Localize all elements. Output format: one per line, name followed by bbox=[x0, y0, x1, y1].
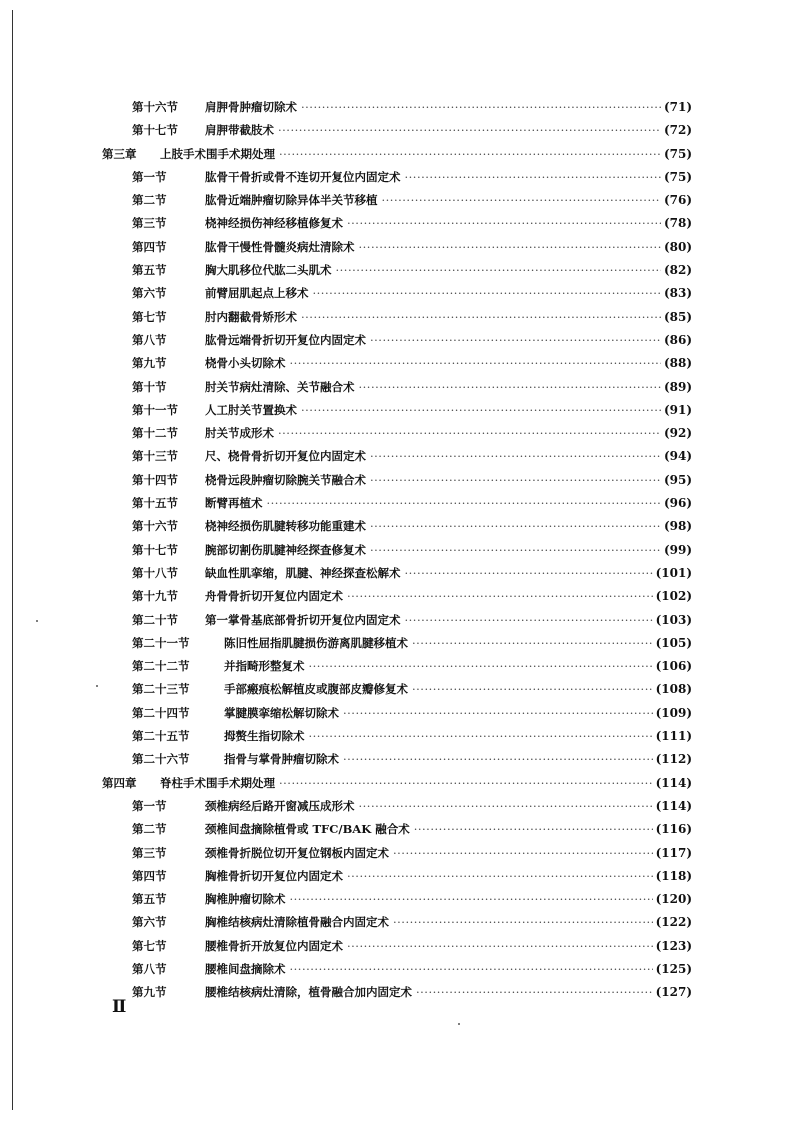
toc-entry-title: 缺血性肌挛缩，肌腱、神经探查松解术 bbox=[205, 565, 401, 580]
toc-dot-leader bbox=[336, 259, 661, 282]
toc-entry-page: (123) bbox=[655, 938, 692, 953]
toc-section-entry bbox=[102, 469, 692, 492]
toc-entry-label: 第十节 bbox=[132, 379, 167, 394]
toc-dot-leader bbox=[343, 748, 653, 771]
toc-entry-label: 第十四节 bbox=[132, 472, 178, 487]
toc-entry-page: (102) bbox=[655, 589, 692, 604]
toc-entry-label: 第一节 bbox=[132, 798, 167, 813]
toc-entry-label: 第六节 bbox=[132, 915, 167, 930]
toc-entry-page: (82) bbox=[663, 263, 692, 278]
toc-entry-label: 第二十五节 bbox=[132, 729, 190, 744]
toc-entry-title: 胸椎结核病灶清除植骨融合内固定术 bbox=[205, 915, 389, 930]
toc-section-entry bbox=[102, 189, 692, 212]
toc-entry-page: (71) bbox=[663, 100, 692, 114]
toc-dot-leader bbox=[412, 678, 653, 701]
toc-entry-page: (76) bbox=[663, 193, 692, 208]
toc-entry-label: 第七节 bbox=[132, 309, 167, 324]
toc-entry-label: 第三章 bbox=[102, 146, 137, 161]
toc-entry-title: 舟骨骨折切开复位内固定术 bbox=[205, 589, 343, 604]
toc-entry-title: 胸椎骨折切开复位内固定术 bbox=[205, 868, 343, 883]
toc-entry-title: 断臂再植术 bbox=[205, 496, 263, 511]
toc-dot-leader bbox=[278, 119, 661, 142]
toc-section-entry bbox=[102, 655, 692, 678]
toc-entry-page: (125) bbox=[655, 961, 692, 976]
toc-dot-leader bbox=[382, 189, 661, 212]
toc-entry-page: (114) bbox=[655, 798, 692, 813]
toc-entry-title: 前臂屈肌起点上移术 bbox=[205, 286, 309, 301]
toc-entry-title: 陈旧性屈指肌腱损伤游离肌腱移植术 bbox=[224, 635, 408, 650]
toc-entry-page: (127) bbox=[655, 985, 692, 1000]
toc-dot-leader bbox=[359, 236, 661, 259]
toc-section-entry bbox=[102, 911, 692, 934]
toc-dot-leader bbox=[347, 585, 653, 608]
toc-entry-title: 腰椎间盘摘除术 bbox=[205, 961, 286, 976]
toc-dot-leader bbox=[414, 818, 653, 841]
toc-entry-label: 第二节 bbox=[132, 822, 167, 837]
toc-section-entry bbox=[102, 842, 692, 865]
toc-entry-title: 桡神经损伤肌腱转移功能重建术 bbox=[205, 519, 366, 534]
toc-entry-page: (88) bbox=[663, 356, 692, 371]
toc-entry-page: (80) bbox=[663, 239, 692, 254]
toc-entry-page: (116) bbox=[655, 822, 692, 837]
toc-entry-title: 桡骨远段肿瘤切除腕关节融合术 bbox=[205, 472, 366, 487]
toc-entry-page: (99) bbox=[663, 542, 692, 557]
toc-entry-page: (75) bbox=[663, 146, 692, 161]
toc-entry-title: 掌腱膜挛缩松解切除术 bbox=[224, 705, 339, 720]
page-number-roman: Ⅱ bbox=[112, 997, 127, 1017]
toc-section-entry bbox=[102, 539, 692, 562]
toc-entry-page: (95) bbox=[663, 472, 692, 487]
toc-entry-page: (103) bbox=[655, 612, 692, 627]
toc-dot-leader bbox=[370, 445, 661, 468]
toc-entry-label: 第四节 bbox=[132, 868, 167, 883]
toc-entry-page: (92) bbox=[663, 426, 692, 441]
toc-entry-label: 第十五节 bbox=[132, 496, 178, 511]
toc-entry-page: (72) bbox=[663, 123, 692, 138]
toc-dot-leader bbox=[301, 306, 661, 329]
toc-section-entry bbox=[102, 96, 692, 119]
toc-entry-label: 第十一节 bbox=[132, 402, 178, 417]
toc-entry-label: 第七节 bbox=[132, 938, 167, 953]
toc-entry-label: 第十三节 bbox=[132, 449, 178, 464]
toc-entry-label: 第十七节 bbox=[132, 542, 178, 557]
toc-dot-leader bbox=[290, 958, 653, 981]
toc-entry-page: (117) bbox=[655, 845, 692, 860]
toc-section-entry bbox=[102, 725, 692, 748]
toc-dot-leader bbox=[405, 166, 661, 189]
toc-entry-title: 肩胛骨肿瘤切除术 bbox=[205, 100, 297, 114]
toc-entry-label: 第三节 bbox=[132, 216, 167, 231]
toc-entry-title: 肱骨干骨折或骨不连切开复位内固定术 bbox=[205, 169, 401, 184]
toc-entry-page: (114) bbox=[655, 775, 692, 790]
toc-entry-title: 桡骨小头切除术 bbox=[205, 356, 286, 371]
toc-entry-page: (106) bbox=[655, 659, 692, 674]
toc-dot-leader bbox=[347, 935, 653, 958]
toc-section-entry bbox=[102, 352, 692, 375]
toc-dot-leader bbox=[370, 539, 661, 562]
toc-section-entry bbox=[102, 818, 692, 841]
toc-entry-page: (120) bbox=[655, 892, 692, 907]
toc-chapter-entry bbox=[102, 772, 692, 795]
toc-section-entry bbox=[102, 958, 692, 981]
toc-dot-leader bbox=[359, 795, 653, 818]
toc-entry-page: (83) bbox=[663, 286, 692, 301]
toc-entry-title: 腰椎结核病灶清除，植骨融合加内固定术 bbox=[205, 985, 412, 1000]
scan-speck bbox=[458, 1023, 460, 1025]
toc-dot-leader bbox=[309, 725, 653, 748]
toc-entry-label: 第二节 bbox=[132, 193, 167, 208]
toc-entry-label: 第十六节 bbox=[132, 519, 178, 534]
toc-entry-page: (75) bbox=[663, 169, 692, 184]
toc-entry-page: (94) bbox=[663, 449, 692, 464]
toc-entry-label: 第六节 bbox=[132, 286, 167, 301]
toc-entry-label: 第二十二节 bbox=[132, 659, 190, 674]
toc-entry-label: 第一节 bbox=[132, 169, 167, 184]
toc-entry-label: 第五节 bbox=[132, 892, 167, 907]
toc-section-entry bbox=[102, 748, 692, 771]
toc-entry-label: 第二十六节 bbox=[132, 752, 190, 767]
toc-entry-page: (98) bbox=[663, 519, 692, 534]
toc-entry-title: 指骨与掌骨肿瘤切除术 bbox=[224, 752, 339, 767]
toc-entry-page: (78) bbox=[663, 216, 692, 231]
toc-dot-leader bbox=[370, 469, 661, 492]
toc-entry-label: 第二十四节 bbox=[132, 705, 190, 720]
toc-section-entry bbox=[102, 236, 692, 259]
toc-section-entry bbox=[102, 865, 692, 888]
toc-entry-page: (118) bbox=[655, 868, 692, 883]
toc-entry-label: 第二十三节 bbox=[132, 682, 190, 697]
toc-section-entry bbox=[102, 259, 692, 282]
toc-section-entry bbox=[102, 515, 692, 538]
toc-dot-leader bbox=[405, 609, 653, 632]
toc-entry-label: 第二十一节 bbox=[132, 635, 190, 650]
toc-entry-title: 桡神经损伤神经移植修复术 bbox=[205, 216, 343, 231]
toc-section-entry bbox=[102, 445, 692, 468]
toc-entry-title: 胸椎肿瘤切除术 bbox=[205, 892, 286, 907]
toc-entry-title: 胸大肌移位代肱二头肌术 bbox=[205, 263, 332, 278]
toc-section-entry bbox=[102, 562, 692, 585]
toc-entry-title: 人工肘关节置换术 bbox=[205, 402, 297, 417]
toc-entry-label: 第九节 bbox=[132, 985, 167, 1000]
toc-section-entry bbox=[102, 212, 692, 235]
toc-dot-leader bbox=[370, 515, 661, 538]
toc-entry-label: 第二十节 bbox=[132, 612, 178, 627]
toc-entry-page: (111) bbox=[655, 729, 692, 744]
toc-entry-page: (122) bbox=[655, 915, 692, 930]
toc-chapter-entry bbox=[102, 143, 692, 166]
toc-entry-page: (108) bbox=[655, 682, 692, 697]
toc-section-entry bbox=[102, 678, 692, 701]
toc-section-entry bbox=[102, 306, 692, 329]
toc-dot-leader bbox=[416, 981, 653, 1004]
toc-entry-label: 第五节 bbox=[132, 263, 167, 278]
toc-section-entry bbox=[102, 888, 692, 911]
toc-entry-label: 第十六节 bbox=[132, 100, 178, 114]
scan-speck bbox=[96, 685, 98, 687]
toc-section-entry bbox=[102, 981, 692, 1004]
toc-section-entry bbox=[102, 632, 692, 655]
toc-dot-leader bbox=[301, 399, 661, 422]
toc-section-entry bbox=[102, 492, 692, 515]
toc-entry-title: 腕部切割伤肌腱神经探查修复术 bbox=[205, 542, 366, 557]
toc-entry-title: 第一掌骨基底部骨折切开复位内固定术 bbox=[205, 612, 401, 627]
toc-entry-label: 第九节 bbox=[132, 356, 167, 371]
toc-entry-title: 肱骨干慢性骨髓炎病灶清除术 bbox=[205, 239, 355, 254]
toc-entry-page: (89) bbox=[663, 379, 692, 394]
toc-dot-leader bbox=[412, 632, 653, 655]
toc-entry-page: (91) bbox=[663, 402, 692, 417]
toc-entry-title: 肘关节病灶清除、关节融合术 bbox=[205, 379, 355, 394]
toc-entry-label: 第十九节 bbox=[132, 589, 178, 604]
toc-dot-leader bbox=[278, 422, 661, 445]
toc-section-entry bbox=[102, 119, 692, 142]
toc-dot-leader bbox=[347, 865, 653, 888]
toc-entry-label: 第四章 bbox=[102, 775, 137, 790]
toc-section-entry bbox=[102, 795, 692, 818]
toc-dot-leader bbox=[290, 888, 653, 911]
toc-section-entry bbox=[102, 329, 692, 352]
toc-dot-leader bbox=[393, 842, 653, 865]
toc-entry-label: 第三节 bbox=[132, 845, 167, 860]
toc-section-entry bbox=[102, 422, 692, 445]
toc-dot-leader bbox=[343, 702, 653, 725]
toc-dot-leader bbox=[279, 143, 661, 166]
toc-entry-title: 尺、桡骨骨折切开复位内固定术 bbox=[205, 449, 366, 464]
toc-entry-title: 肱骨远端骨折切开复位内固定术 bbox=[205, 332, 366, 347]
toc-section-entry bbox=[102, 935, 692, 958]
toc-section-entry bbox=[102, 399, 692, 422]
toc-entry-title: 脊柱手术围手术期处理 bbox=[160, 775, 275, 790]
toc-dot-leader bbox=[405, 562, 653, 585]
toc-entry-title: 颈椎骨折脱位切开复位钢板内固定术 bbox=[205, 845, 389, 860]
toc-entry-title: 上肢手术围手术期处理 bbox=[160, 146, 275, 161]
toc-entry-title: 肘关节成形术 bbox=[205, 426, 274, 441]
toc-entry-page: (105) bbox=[655, 635, 692, 650]
toc-entry-title: 颈椎病经后路开窗减压成形术 bbox=[205, 798, 355, 813]
toc-entry-page: (101) bbox=[655, 565, 692, 580]
toc-dot-leader bbox=[370, 329, 661, 352]
toc-section-entry bbox=[102, 585, 692, 608]
toc-dot-leader bbox=[279, 772, 653, 795]
toc-section-entry bbox=[102, 282, 692, 305]
toc-entry-title: 肱骨近端肿瘤切除异体半关节移植 bbox=[205, 193, 378, 208]
toc-entry-label: 第十七节 bbox=[132, 123, 178, 138]
toc-dot-leader bbox=[309, 655, 653, 678]
page-binding-line bbox=[12, 10, 13, 1110]
scan-speck bbox=[36, 620, 38, 622]
toc-dot-leader bbox=[267, 492, 661, 515]
toc-entry-label: 第四节 bbox=[132, 239, 167, 254]
toc-entry-title: 并指畸形整复术 bbox=[224, 659, 305, 674]
toc-entry-page: (96) bbox=[663, 496, 692, 511]
table-of-contents bbox=[102, 96, 692, 1005]
toc-entry-title: 手部瘢痕松解植皮或腹部皮瓣修复术 bbox=[224, 682, 408, 697]
toc-dot-leader bbox=[313, 282, 661, 305]
toc-entry-label: 第八节 bbox=[132, 332, 167, 347]
toc-entry-title: 腰椎骨折开放复位内固定术 bbox=[205, 938, 343, 953]
toc-entry-title: 颈椎间盘摘除植骨或 TFC/BAK 融合术 bbox=[205, 822, 410, 837]
toc-entry-page: (112) bbox=[655, 752, 692, 767]
toc-section-entry bbox=[102, 166, 692, 189]
toc-entry-page: (86) bbox=[663, 332, 692, 347]
toc-section-entry bbox=[102, 376, 692, 399]
toc-entry-title: 肩胛带截肢术 bbox=[205, 123, 274, 138]
toc-entry-label: 第十二节 bbox=[132, 426, 178, 441]
toc-section-entry bbox=[102, 609, 692, 632]
toc-entry-label: 第十八节 bbox=[132, 565, 178, 580]
toc-entry-label: 第八节 bbox=[132, 961, 167, 976]
toc-dot-leader bbox=[347, 212, 661, 235]
toc-dot-leader bbox=[290, 352, 661, 375]
toc-dot-leader bbox=[393, 911, 653, 934]
toc-section-entry bbox=[102, 702, 692, 725]
toc-entry-page: (109) bbox=[655, 705, 692, 720]
toc-dot-leader bbox=[301, 96, 661, 119]
toc-entry-title: 肘内翻截骨矫形术 bbox=[205, 309, 297, 324]
toc-dot-leader bbox=[359, 376, 661, 399]
toc-entry-title: 拇赘生指切除术 bbox=[224, 729, 305, 744]
toc-entry-page: (85) bbox=[663, 309, 692, 324]
